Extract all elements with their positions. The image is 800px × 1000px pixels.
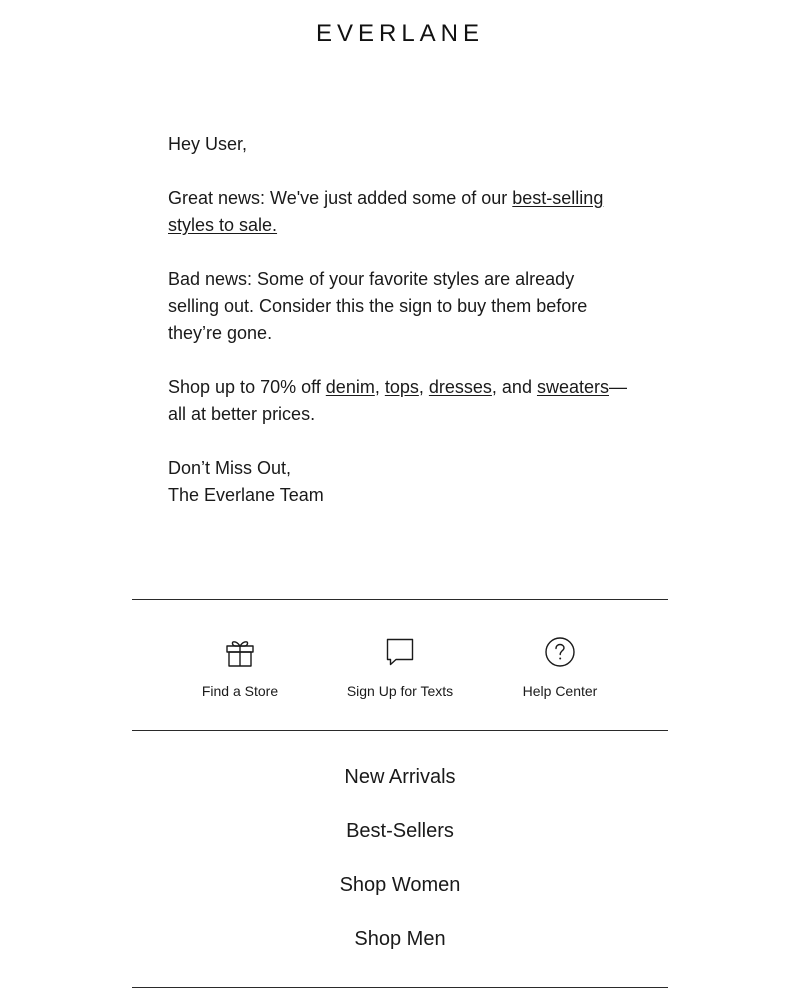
- separator: , and: [491, 377, 537, 397]
- sign-up-for-texts-label: Sign Up for Texts: [346, 683, 454, 699]
- denim-link[interactable]: denim: [325, 377, 375, 397]
- paragraph-shop-categories: [168, 374, 628, 428]
- nav-best-sellers[interactable]: Best-Sellers: [346, 820, 454, 842]
- separator: ,: [374, 377, 385, 397]
- paragraph-selling-out: Bad news: Some of your favorite styles are already selling out. Consider this the sign to buy them before they’re gone.: [168, 269, 588, 343]
- signature: The Everlane Team: [168, 485, 324, 505]
- best-selling-sale-link[interactable]: best-selling styles to sale.: [168, 188, 604, 235]
- tops-link[interactable]: tops: [384, 377, 419, 397]
- email-body: [168, 131, 628, 509]
- signoff: Don’t Miss Out,: [168, 458, 292, 478]
- nav-shop-women[interactable]: Shop Women: [339, 874, 461, 896]
- help-center-link[interactable]: [480, 636, 640, 700]
- gift-icon: [224, 636, 256, 668]
- greeting: Hey User,: [168, 134, 248, 154]
- shop-suffix-text: —all at better prices.: [168, 377, 627, 424]
- divider-bottom: [132, 987, 668, 988]
- sign-up-for-texts-link[interactable]: [320, 636, 480, 700]
- utility-links: [132, 600, 668, 730]
- shop-prefix-text: Shop up to 70% off: [168, 377, 326, 397]
- nav-shop-men[interactable]: Shop Men: [354, 928, 446, 950]
- paragraph-sale-news: [168, 185, 628, 239]
- find-a-store-link[interactable]: [160, 636, 320, 700]
- nav-new-arrivals[interactable]: New Arrivals: [344, 766, 456, 788]
- dresses-link[interactable]: dresses: [428, 377, 492, 397]
- help-center-label: Help Center: [522, 683, 598, 699]
- separator: ,: [418, 377, 429, 397]
- question-circle-icon: [544, 636, 576, 668]
- everlane-logo[interactable]: EVERLANE: [315, 20, 485, 47]
- divider-middle: [132, 730, 668, 731]
- sweaters-link[interactable]: sweaters: [536, 377, 609, 397]
- find-a-store-label: Find a Store: [201, 683, 279, 699]
- sale-news-text: Great news: We've just added some of our: [168, 188, 513, 208]
- chat-bubble-icon: [384, 636, 416, 668]
